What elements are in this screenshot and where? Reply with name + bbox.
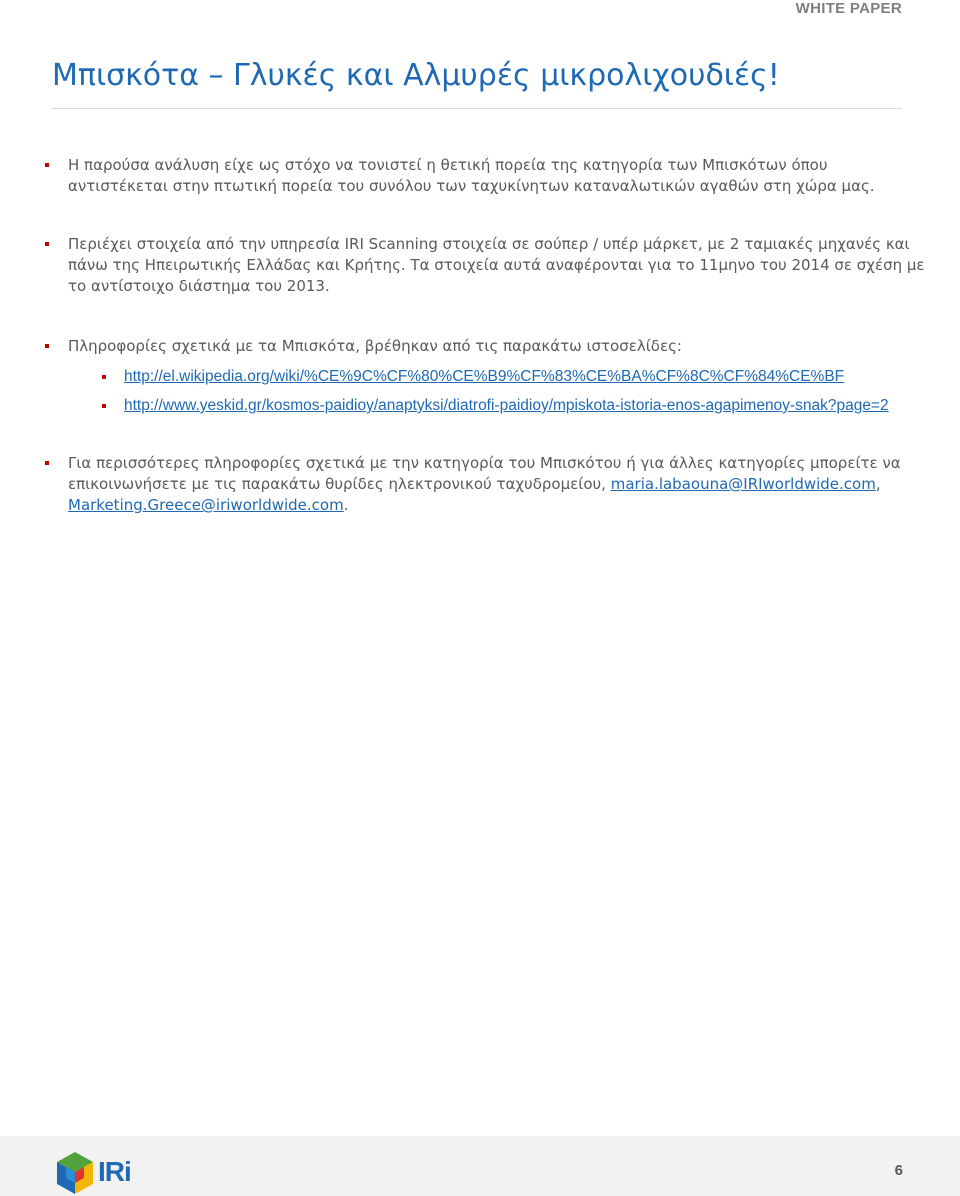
wikipedia-link[interactable]: http://el.wikipedia.org/wiki/%CE%9C%CF%80%CE%B9%CF%83%CE%BA%CF%8C%CF%84%CE%BF xyxy=(124,368,845,385)
bullet-info-sources xyxy=(68,336,928,357)
page-title: Μπισκότα – Γλυκές και Αλμυρές μικρολιχουδιές! xyxy=(52,58,780,93)
list-item xyxy=(124,367,914,387)
bullet-contact xyxy=(68,453,928,516)
title-divider xyxy=(52,108,902,109)
bullet-end: . xyxy=(343,496,349,514)
email-link-maria[interactable]: maria.labaouna@IRIworldwide.com xyxy=(610,475,876,493)
bullet-analysis-goal xyxy=(68,155,928,197)
list-item xyxy=(124,396,914,416)
document-type-label: WHITE PAPER xyxy=(795,0,902,17)
bullet-text: Πληροφορίες σχετικά με τα Μπισκότα, βρέθηκαν από τις παρακάτω ιστοσελίδες: xyxy=(68,337,682,355)
email-link-marketing[interactable]: Marketing.Greece@iriworldwide.com xyxy=(68,496,344,514)
bullet-text: Περιέχει στοιχεία από την υπηρεσία IRI Scanning στοιχεία σε σούπερ / υπέρ μάρκετ, με 2 ταμιακές μηχανές και πάνω της Ηπειρωτικής Ελλάδας και Κρήτης. Τα στοιχεία αυτά αναφέρονται για το 11μηνο του 2014 σε σχέση με το αντίστοιχο διάστημα του 2013. xyxy=(68,235,925,295)
bullet-data-source xyxy=(68,234,928,297)
source-links-list xyxy=(124,367,914,416)
email-separator: , xyxy=(875,475,881,493)
bullet-text: Για περισσότερες πληροφορίες σχετικά με την κατηγορία του Μπισκότου ή για άλλες κατηγορίες μπορείτε να επικοινωνήσετε με τις παρακάτω θυρίδες ηλεκτρονικού ταχυδρομείου, xyxy=(68,454,901,493)
content-body xyxy=(68,155,928,516)
yeskid-link[interactable]: http://www.yeskid.gr/kosmos-paidioy/anaptyksi/diatrofi-paidioy/mpiskota-istoria-enos-agapimenoy-snak?page=2 xyxy=(124,397,889,414)
logo-wordmark: IRi xyxy=(98,1156,131,1187)
bullet-text: Η παρούσα ανάλυση είχε ως στόχο να τονιστεί η θετική πορεία της κατηγορία των Μπισκότων όπου αντιστέκεται στην πτωτική πορεία του συνόλου των ταχυκίνητων καταναλωτικών αγαθών στη χώρα μας. xyxy=(68,156,875,195)
page-number: 6 xyxy=(894,1162,903,1179)
